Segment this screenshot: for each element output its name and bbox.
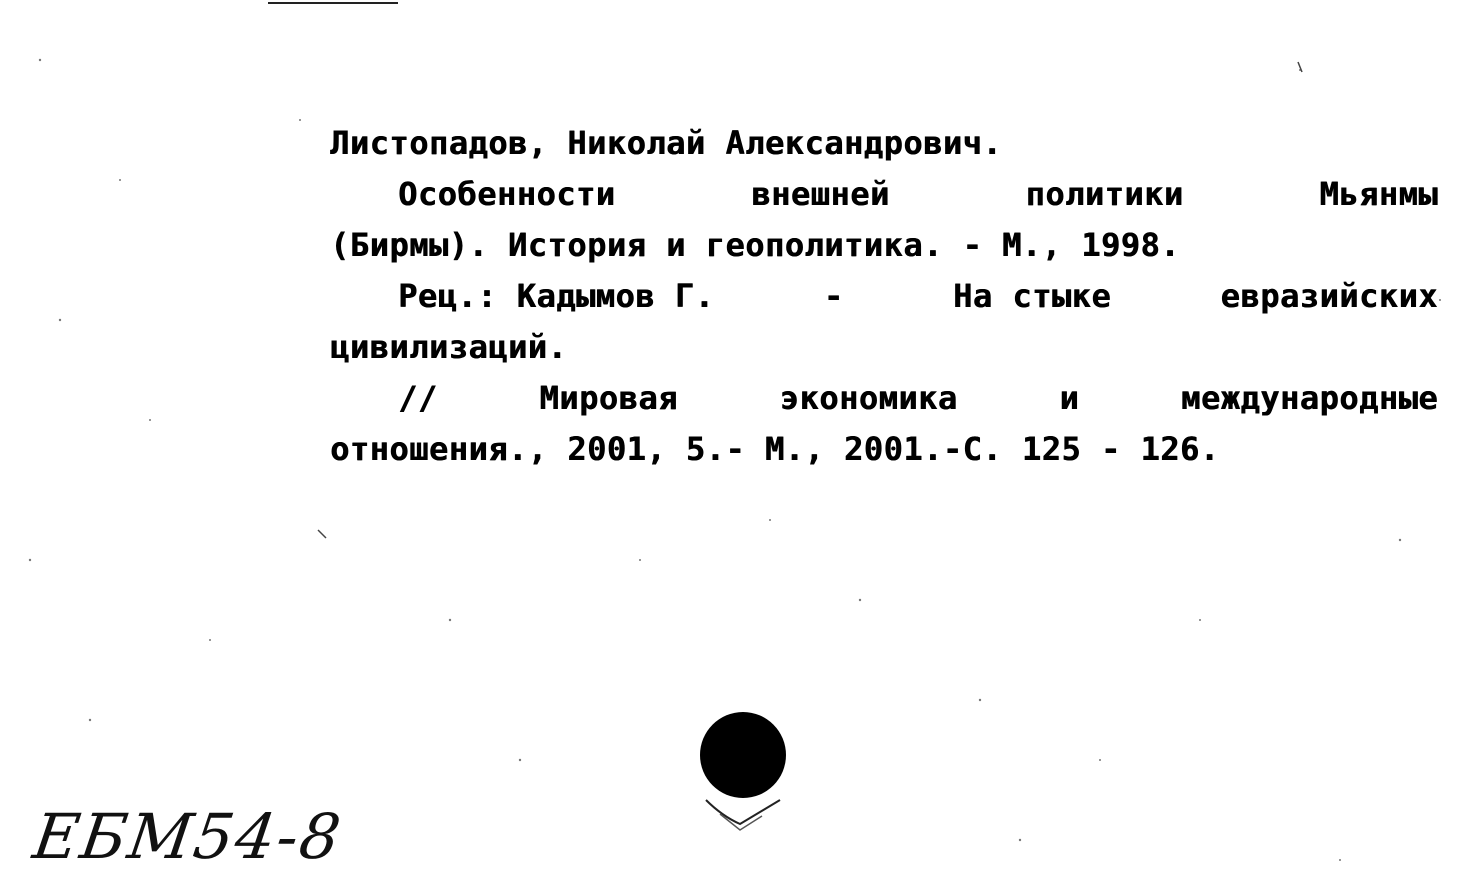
source-line-1 (330, 373, 1438, 424)
review-segment: - (823, 277, 844, 315)
source-segment: экономика (779, 379, 958, 417)
card-punch-hole (700, 712, 786, 798)
review-segment: Рец.: Кадымов Г. (398, 277, 715, 315)
source-segment: и (1059, 379, 1080, 417)
source-line-2: отношения., 2001, 5.- М., 2001.-С. 125 - 126. (330, 430, 1220, 468)
title-word: политики (1025, 175, 1184, 213)
source-segment: международные (1181, 379, 1438, 417)
review-line-2: цивилизаций. (330, 328, 568, 366)
review-segment: На стыке (952, 277, 1112, 315)
title-word: внешней (751, 175, 890, 213)
review-segment: евразийских (1220, 277, 1438, 315)
hole-tear-mark (700, 790, 790, 840)
source-segment: Мировая (539, 379, 678, 417)
title-line-1 (330, 169, 1438, 220)
title-word: Особенности (398, 175, 616, 213)
handwritten-shelfmark: ЕБМ54-8 (28, 800, 347, 873)
review-line-1 (330, 271, 1438, 322)
bibliographic-entry (330, 118, 1438, 475)
title-line-2: (Бирмы). История и геополитика. - М., 1998. (330, 226, 1180, 264)
source-segment: // (398, 379, 438, 417)
author-heading: Листопадов, Николай Александрович. (330, 124, 1003, 162)
title-word: Мьянмы (1319, 175, 1438, 213)
